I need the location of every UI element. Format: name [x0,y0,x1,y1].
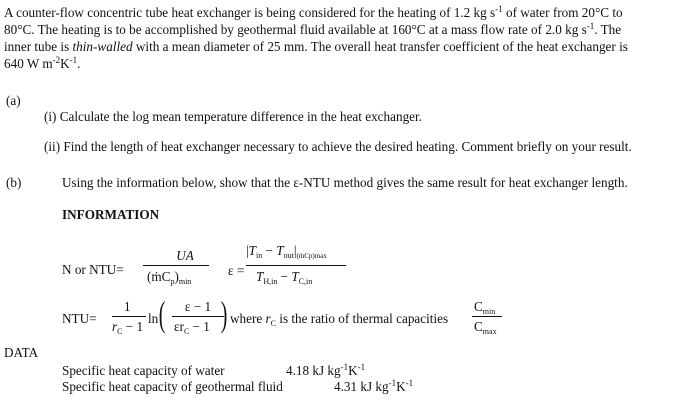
data-row-1-value: 4.18 kJ $kg^{-1}K^{-1}$ [286,362,366,378]
epsilon-lhs: ε = [228,263,245,278]
ntu-lhs: N or NTU= [62,262,124,277]
epsilon-numerator: $|T_{in} - T_{out}|_{(ṁCp)max}$ [246,243,327,260]
ntu2-denominator: $r_C - 1$ [112,319,144,336]
data-row-2-value: 4.31 kJ $kg^{-1}K^{-1}$ [334,378,414,394]
ntu2-lhs: NTU= [62,311,97,326]
epsilon-fraction-bar [246,265,346,266]
epsilon-denominator: $T_{H,in} - T_{C,in}$ [256,269,313,286]
data-row-2-label: Specific heat capacity of geothermal fluid [62,379,283,394]
where-text: where $r_C$ is the ratio of thermal capacities [230,311,449,328]
part-a-question-2: (ii) Find the length of heat exchanger necessary to achieve the desired heating. Comment briefly on your result. [44,139,632,154]
ntu-fraction-bar [143,265,209,266]
information-heading: INFORMATION [62,207,160,222]
ln-label: ln [148,311,159,326]
ntu2-numerator: 1 [124,299,131,314]
part-b-label: (b) [6,175,22,190]
intro-line-2: 80°C. The heating is to be accomplished by geothermal fluid available at 160°C at a mass flow rate of 2.0 kg $s^{-1}$. The [4,21,622,37]
data-heading: DATA [4,345,39,360]
cmin-numerator: $C_{min}$ [474,299,496,316]
cmax-denominator: $C_{max}$ [474,319,497,336]
data-row-1-label: Specific heat capacity of water [62,363,225,378]
ntu-denominator: $(ṁC_p)_{min}$ [147,269,192,286]
ntu2-fraction-bar [112,316,146,317]
intro-line-4: 640 W $m^{-2}K^{-1}$. [4,55,81,71]
intro-line-3: inner tube is thin-walled with a mean diameter of 25 mm. The overall heat transfer coefficient of the heat exchanger is [4,39,628,54]
ln-fraction-bar [172,316,224,317]
right-paren: ) [220,294,228,334]
part-a-label: (a) [6,93,21,108]
ln-numerator: ε − 1 [184,299,212,314]
part-b-question: Using the information below, show that the ε-NTU method gives the same result for heat exchanger length. [62,175,628,190]
ln-denominator: $\varepsilon r_C - 1$ [174,319,210,336]
intro-line-1: A counter-flow concentric tube heat exchanger is being considered for the heating of 1.2 kg $s^{-1}$ of water from 20°C to [4,4,623,20]
left-paren: ( [158,294,166,334]
capacity-fraction-bar [472,316,502,317]
part-a-question-1: (i) Calculate the log mean temperature difference in the heat exchanger. [44,109,422,124]
ntu-numerator: UA [176,248,194,263]
